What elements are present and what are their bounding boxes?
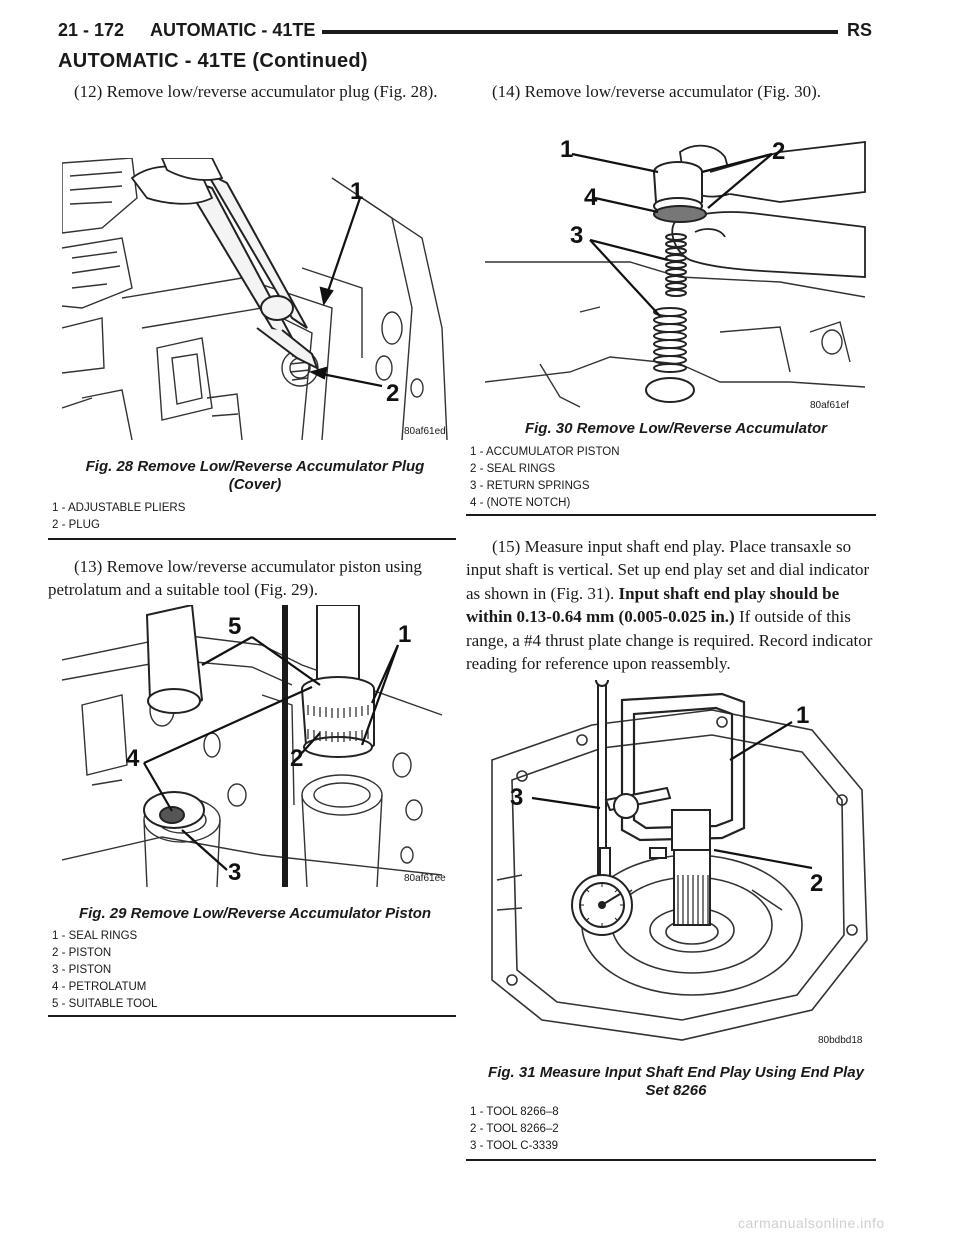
step-14-text: (14) Remove low/reverse accumulator (Fig. 30). <box>492 82 822 101</box>
figure-31-rule <box>466 1159 876 1161</box>
figure-28-image <box>62 158 452 440</box>
legend-item: 2 - TOOL 8266–2 <box>470 1123 559 1135</box>
figure-31-image <box>482 680 874 1050</box>
figure-30-rule <box>466 514 876 516</box>
model-code: RS <box>847 20 873 40</box>
figure-30-image <box>480 132 870 414</box>
figure-29-image <box>62 605 452 887</box>
watermark-link[interactable]: carmanualsonline.info <box>738 1215 885 1231</box>
fig30-callout-3: 3 <box>570 222 584 249</box>
figure-29-legend <box>52 928 157 1013</box>
legend-item: 5 - SUITABLE TOOL <box>52 998 158 1010</box>
fig29-callout-3: 3 <box>228 859 242 886</box>
fig28-callout-2: 2 <box>386 380 400 407</box>
fig30-callout-1: 1 <box>560 136 574 163</box>
legend-item: 2 - PISTON <box>52 947 112 959</box>
fig30-callout-2: 2 <box>772 138 786 165</box>
section-title: AUTOMATIC - 41TE <box>150 20 316 40</box>
fig29-code: 80af61ee <box>404 873 446 884</box>
figure-31-caption: Fig. 31 Measure Input Shaft End Play Using End Play Set 8266 <box>488 1064 864 1099</box>
figure-30-legend <box>470 444 620 512</box>
legend-item: 2 - SEAL RINGS <box>470 463 556 475</box>
figure-29-rule <box>48 1015 456 1017</box>
legend-item: 2 - PLUG <box>52 519 100 531</box>
fig31-callout-1: 1 <box>796 702 810 729</box>
step-12-text: (12) Remove low/reverse accumulator plug (Fig. 28). <box>74 82 438 101</box>
legend-item: 4 - (NOTE NOTCH) <box>470 497 571 509</box>
fig29-callout-2: 2 <box>290 745 304 772</box>
page-number: 21 - 172 <box>58 20 125 40</box>
fig30-callout-4: 4 <box>584 184 598 211</box>
legend-item: 1 - ADJUSTABLE PLIERS <box>52 502 186 514</box>
figure-28-legend <box>52 500 185 534</box>
figure-31-legend <box>470 1104 559 1155</box>
step-15-text-a: (15) Measure input shaft end play. Place transaxle so input shaft is vertical. Set up end play set and dial indicator as shown in (Fig. 31). <box>466 537 870 603</box>
legend-item: 1 - TOOL 8266–8 <box>470 1106 559 1118</box>
step-15-text <box>466 535 876 675</box>
fig29-callout-4: 4 <box>126 745 140 772</box>
legend-item: 3 - TOOL C-3339 <box>470 1140 558 1152</box>
legend-item: 3 - PISTON <box>52 964 112 976</box>
figure-28-caption: Fig. 28 Remove Low/Reverse Accumulator Plug (Cover) <box>85 458 425 493</box>
fig31-code: 80bdbd18 <box>818 1035 863 1046</box>
fig29-callout-1: 1 <box>398 621 412 648</box>
fig31-callout-3: 3 <box>510 784 524 811</box>
legend-item: 4 - PETROLATUM <box>52 981 147 993</box>
legend-item: 1 - ACCUMULATOR PISTON <box>470 446 620 458</box>
step-15-text-b: If outside of this range, a #4 thrust plate change is required. Record indicator reading for reference upon reassembly. <box>466 607 873 674</box>
step-15-spec: Input shaft end play should be within 0.13-0.64 mm (0.005-0.025 in.) <box>466 583 840 627</box>
legend-item: 1 - SEAL RINGS <box>52 930 138 942</box>
figure-28-rule <box>48 538 456 540</box>
figure-30-caption: Fig. 30 Remove Low/Reverse Accumulator <box>524 420 828 437</box>
step-13-text: (13) Remove low/reverse accumulator piston using petrolatum and a suitable tool (Fig. 29). <box>48 557 422 600</box>
header-rule <box>322 30 838 34</box>
fig29-callout-5: 5 <box>228 613 242 640</box>
fig31-callout-2: 2 <box>810 870 824 897</box>
page-subtitle: AUTOMATIC - 41TE (Continued) <box>58 50 368 72</box>
legend-item: 3 - RETURN SPRINGS <box>470 480 590 492</box>
fig28-code: 80af61ed <box>404 426 446 437</box>
figure-29-caption: Fig. 29 Remove Low/Reverse Accumulator Piston <box>78 905 432 922</box>
fig28-callout-1: 1 <box>350 178 364 205</box>
fig30-code: 80af61ef <box>810 400 849 411</box>
